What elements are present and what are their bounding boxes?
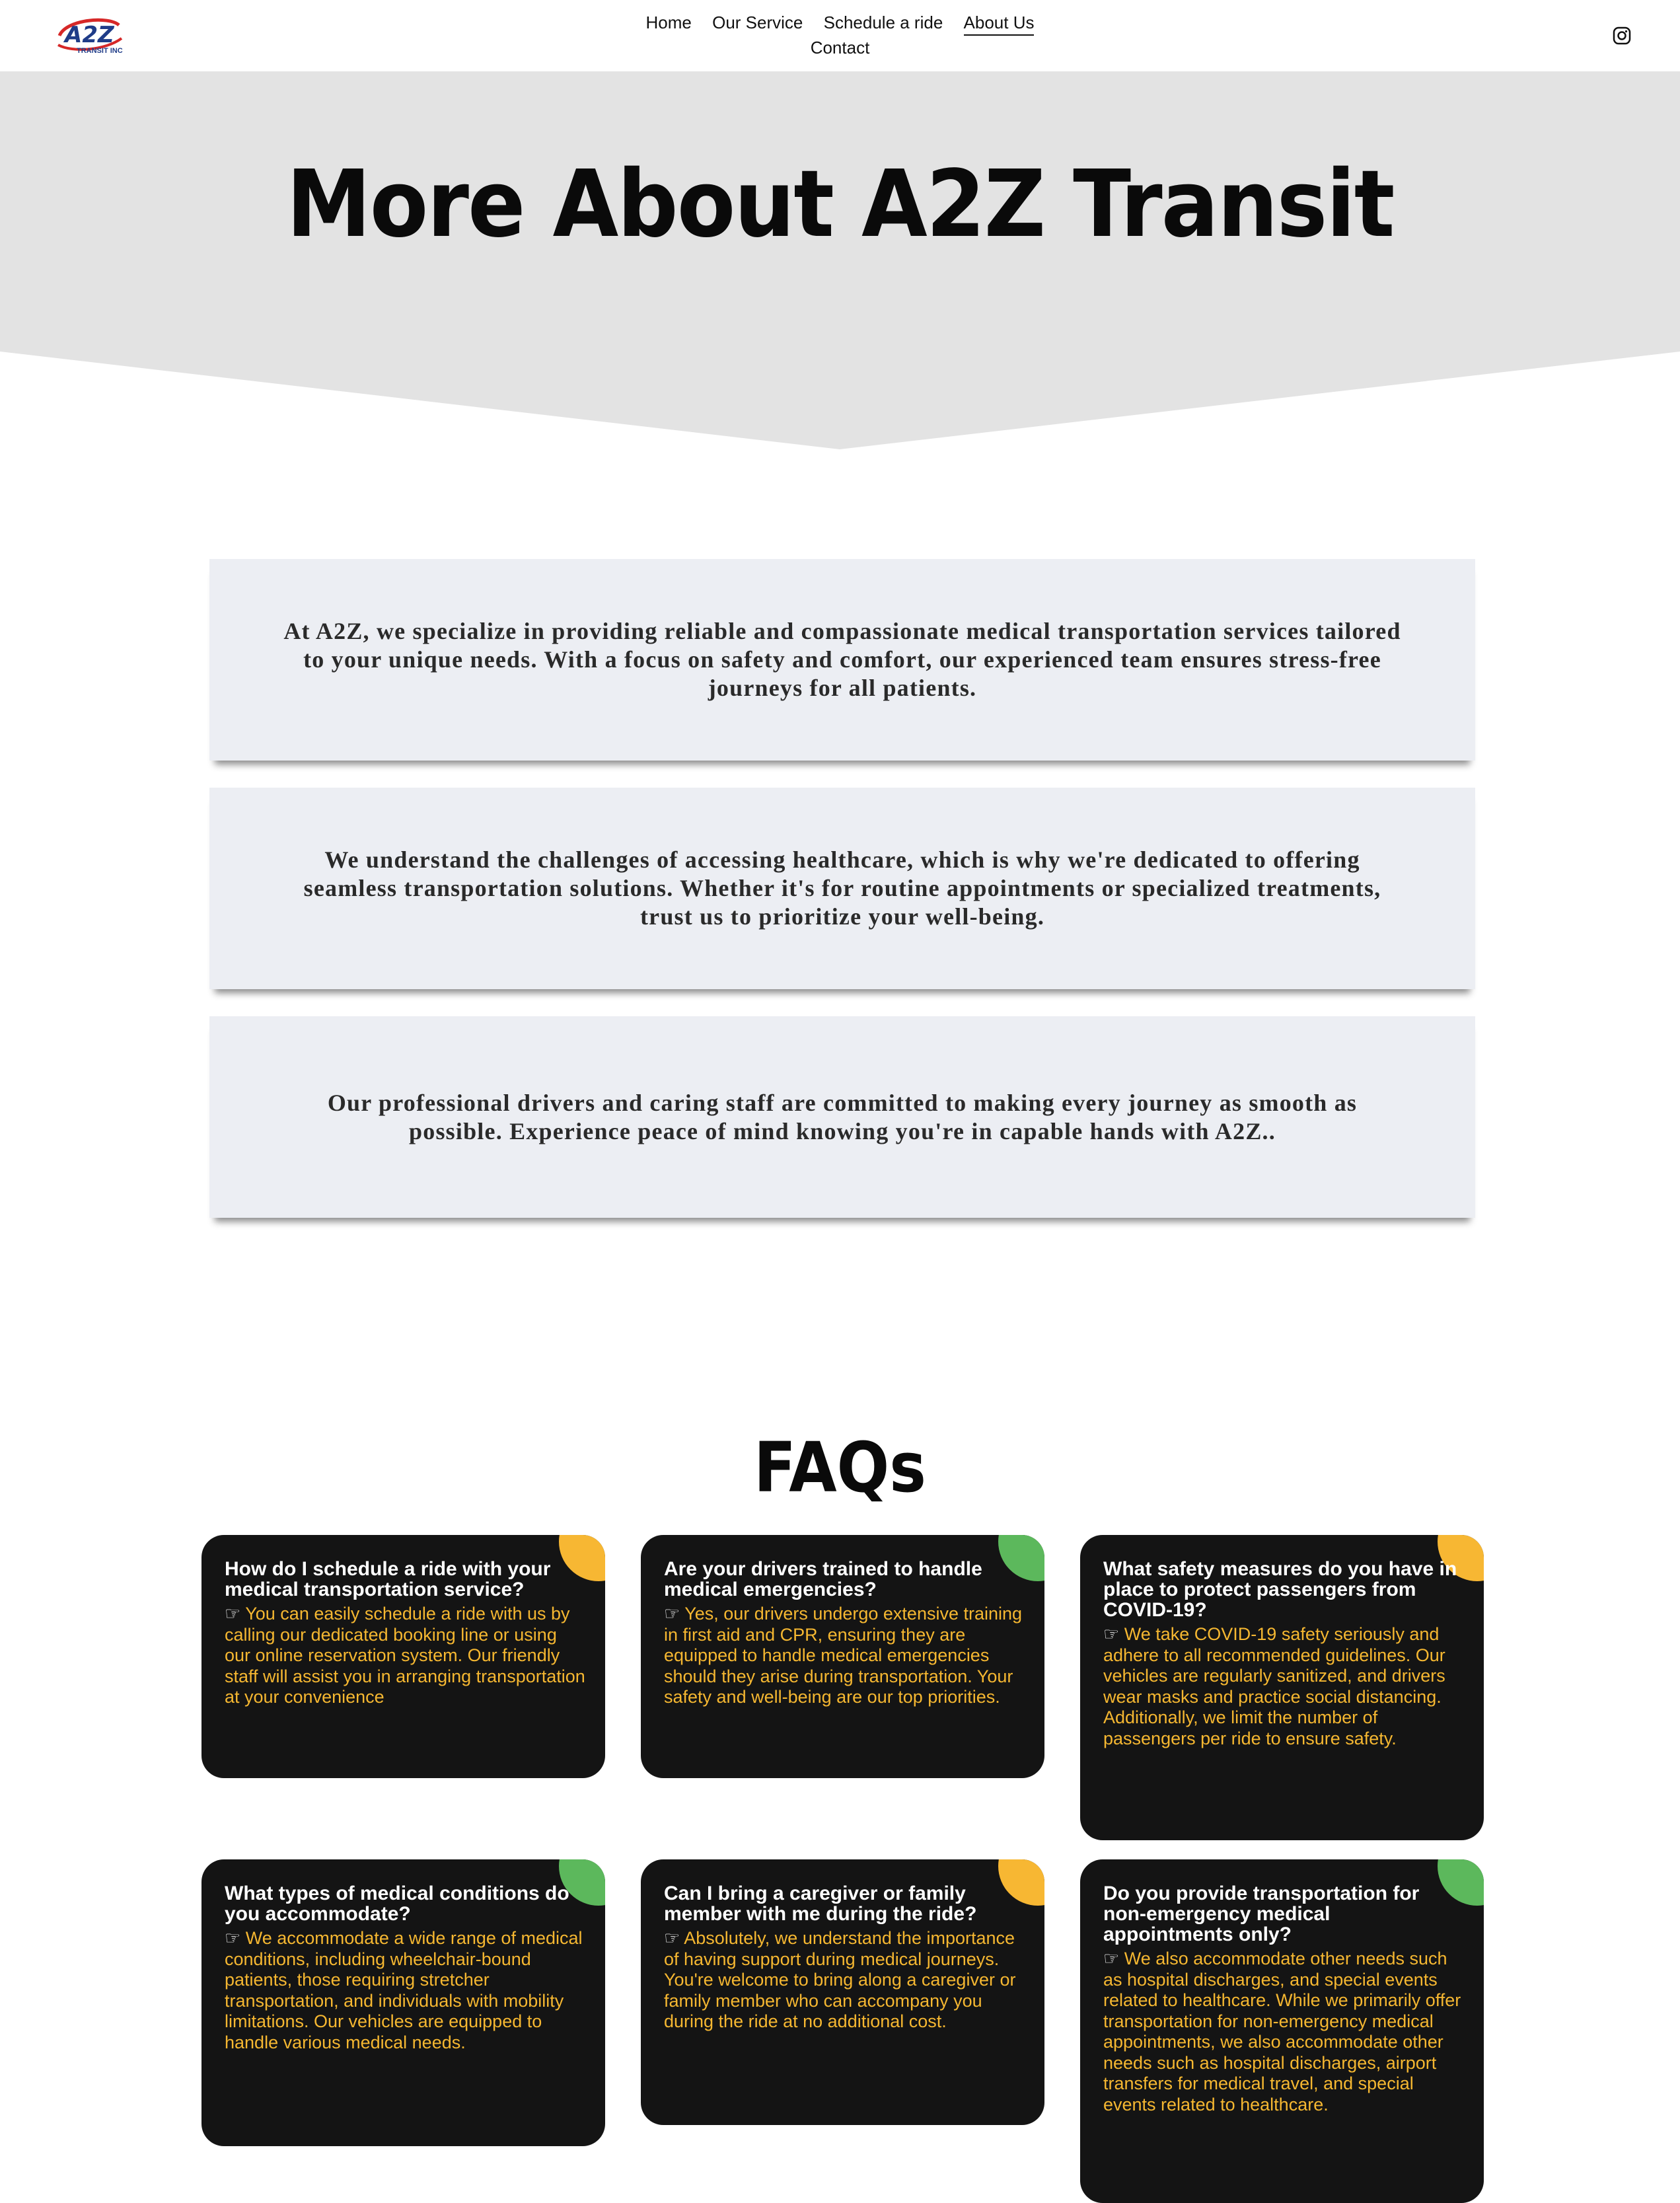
main-nav bbox=[595, 11, 1085, 59]
hero-banner bbox=[0, 71, 1680, 449]
faq-card-3 bbox=[1080, 1535, 1484, 1840]
faq-answer-text-2: Yes, our drivers undergo extensive training in first aid and CPR, ensuring they are equipped to handle medical emergencies should they arise during transportation. Your safety and well-being are our top priorities. bbox=[664, 1604, 1023, 1707]
faq-answer-text-1: You can easily schedule a ride with us by calling our dedicated booking line or using our online reservation system. Our friendly staff will assist you in arranging transportation at your convenience bbox=[225, 1604, 585, 1707]
nav-our-service[interactable]: Our Service bbox=[712, 13, 803, 32]
faq-answer-text-4: We accommodate a wide range of medical conditions, including wheelchair-bound patients, those requiring stretcher transportation, and individuals with mobility limitations. Our vehicles are equipped to handle various medical needs. bbox=[225, 1928, 583, 2052]
faq-answer-text-6: We also accommodate other needs such as hospital discharges, and special events related to healthcare. While we primarily offer transportation for non-emergency medical appointments, we also accommodate other needs such as hospital discharges, airport transfers for medical travel, and special events related to healthcare. bbox=[1103, 1949, 1461, 2114]
faq-answer-4 bbox=[225, 1928, 585, 2053]
faq-card-5 bbox=[641, 1859, 1044, 2125]
pointing-hand-icon: ☞ bbox=[225, 1928, 241, 1948]
faq-card-6 bbox=[1080, 1859, 1484, 2203]
pointing-hand-icon: ☞ bbox=[225, 1604, 241, 1624]
faq-answer-text-3: We take COVID-19 safety seriously and adhere to all recommended guidelines. Our vehicles are regularly sanitized, and drivers wear masks and practice social distancing. Additionally, we limit the number of passengers per ride to ensure safety. bbox=[1103, 1624, 1445, 1748]
faq-answer-text-5: Absolutely, we understand the importance of having support during medical journeys. You're welcome to bring along a caregiver or family member who can accompany you during the ride at no additional cost. bbox=[664, 1928, 1016, 2031]
about-text-1: At A2Z, we specialize in providing reliable and compassionate medical transportation services tailored to your unique needs. With a focus on safety and comfort, our experienced team ensures stress-free journeys for all patients. bbox=[283, 618, 1401, 701]
faq-answer-3 bbox=[1103, 1624, 1464, 1749]
pointing-hand-icon: ☞ bbox=[1103, 1624, 1120, 1644]
logo-wordmark: A2Z bbox=[65, 22, 114, 48]
nav-about-us[interactable]: About Us bbox=[964, 11, 1035, 36]
page-title: More About A2Z Transit bbox=[286, 151, 1394, 258]
a2z-logo[interactable] bbox=[53, 16, 126, 57]
faq-answer-1 bbox=[225, 1604, 585, 1708]
faq-question-2: Are your drivers trained to handle medical emergencies? bbox=[664, 1558, 982, 1600]
faq-question-6: Do you provide transportation for non-emergency medical appointments only? bbox=[1103, 1883, 1420, 1945]
nav-home[interactable]: Home bbox=[645, 13, 692, 32]
nav-schedule-a-ride[interactable]: Schedule a ride bbox=[823, 13, 943, 32]
hero-background bbox=[0, 71, 1680, 449]
faq-answer-2 bbox=[664, 1604, 1025, 1708]
about-text-3: Our professional drivers and caring staff are committed to making every journey as smooth as possible. Experience peace of mind knowing you're in capable hands with A2Z.. bbox=[327, 1089, 1358, 1144]
faq-question-4: What types of medical conditions do you accommodate? bbox=[225, 1883, 569, 1925]
faq-card-4 bbox=[201, 1859, 605, 2146]
faq-question-1: How do I schedule a ride with your medical transportation service? bbox=[225, 1558, 551, 1600]
logo-subtext: TRANSIT INC bbox=[77, 47, 123, 55]
faq-question-3: What safety measures do you have in place to protect passengers from COVID-19? bbox=[1103, 1558, 1457, 1621]
nav-contact[interactable]: Contact bbox=[810, 38, 870, 57]
faq-question-5: Can I bring a caregiver or family member with me during the ride? bbox=[664, 1883, 977, 1925]
faq-card-1 bbox=[201, 1535, 605, 1778]
about-card-3 bbox=[209, 1016, 1475, 1218]
about-text-2: We understand the challenges of accessing healthcare, which is why we're dedicated to offering seamless transportation solutions. Whether it's for routine appointments or specialized treatments, trust us to prioritize your well-being. bbox=[303, 846, 1381, 930]
instagram-icon[interactable] bbox=[1613, 26, 1631, 45]
pointing-hand-icon: ☞ bbox=[1103, 1949, 1120, 1968]
faq-card-2 bbox=[641, 1535, 1044, 1778]
pointing-hand-icon: ☞ bbox=[664, 1604, 680, 1624]
faq-title: FAQs bbox=[754, 1427, 926, 1508]
site-header bbox=[0, 0, 1680, 71]
faq-answer-6 bbox=[1103, 1949, 1464, 2115]
about-card-1 bbox=[209, 559, 1475, 761]
about-card-2 bbox=[209, 788, 1475, 989]
faq-answer-5 bbox=[664, 1928, 1025, 2033]
pointing-hand-icon: ☞ bbox=[664, 1928, 680, 1948]
